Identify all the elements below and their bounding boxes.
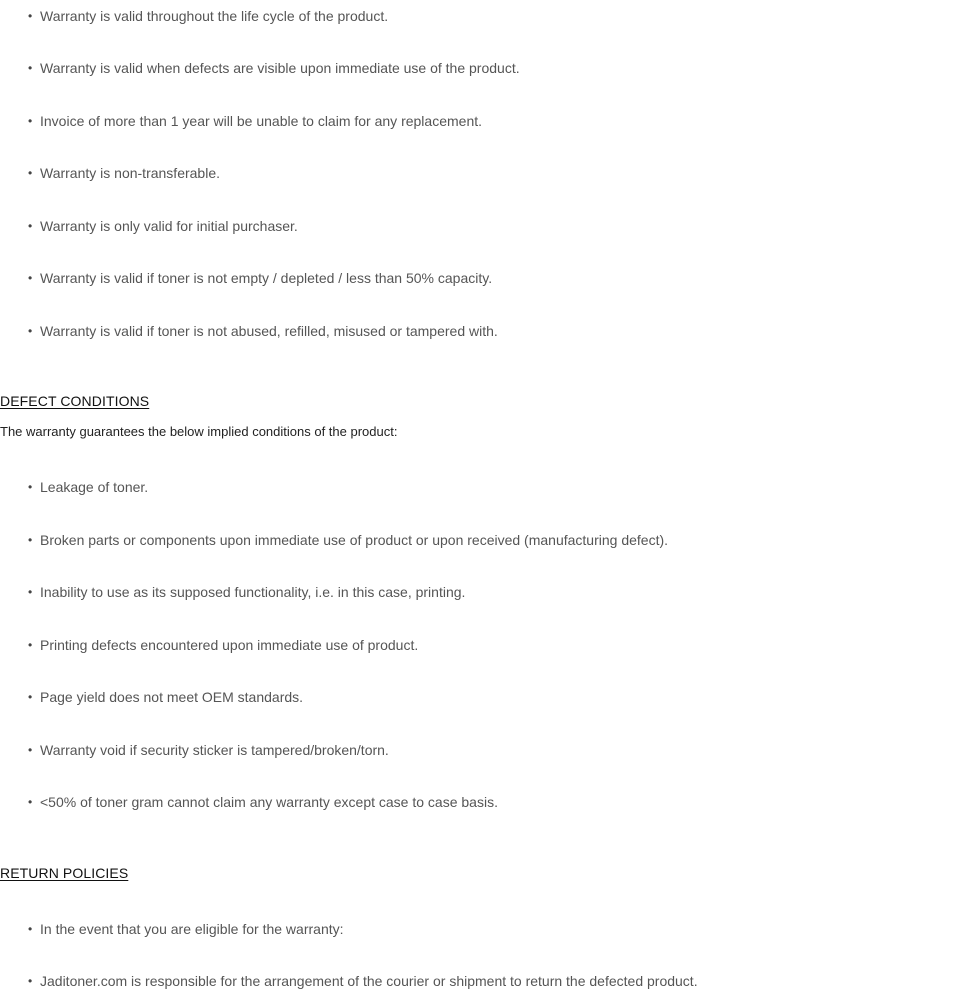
bullet-icon: • <box>28 324 33 338</box>
list-item-text: Printing defects encountered upon immediate use of product. <box>40 637 419 653</box>
list-item-text: Jaditoner.com is responsible for the arrangement of the courier or shipment to return the defected product. <box>40 973 698 989</box>
list-item <box>0 532 668 548</box>
list-item <box>0 218 298 234</box>
list-item <box>0 8 388 24</box>
list-item-text: Broken parts or components upon immediate use of product or upon received (manufacturing defect). <box>40 532 669 548</box>
bullet-icon: • <box>28 271 33 285</box>
list-item <box>0 323 498 339</box>
list-item-text: Warranty void if security sticker is tampered/broken/torn. <box>40 742 389 758</box>
list-item <box>0 165 220 181</box>
bullet-icon: • <box>28 585 33 599</box>
bullet-icon: • <box>28 743 33 757</box>
bullet-icon: • <box>28 61 33 75</box>
bullet-icon: • <box>28 795 33 809</box>
bullet-icon: • <box>28 638 33 652</box>
list-item-text: <50% of toner gram cannot claim any warranty except case to case basis. <box>40 794 498 810</box>
list-item-text: Page yield does not meet OEM standards. <box>40 689 304 705</box>
list-item-text: In the event that you are eligible for the warranty: <box>40 921 344 937</box>
list-item-text: Warranty is valid if toner is not empty / depleted / less than 50% capacity. <box>40 270 493 286</box>
bullet-icon: • <box>28 480 33 494</box>
bullet-icon: • <box>28 922 33 936</box>
list-item-text: Warranty is valid throughout the life cycle of the product. <box>40 8 389 24</box>
list-item <box>0 479 148 495</box>
bullet-icon: • <box>28 166 33 180</box>
defect-conditions-heading: DEFECT CONDITIONS <box>0 393 150 409</box>
list-item <box>0 584 465 600</box>
list-item-text: Invoice of more than 1 year will be unable to claim for any replacement. <box>40 113 483 129</box>
list-item-text: Warranty is valid if toner is not abused, refilled, misused or tampered with. <box>40 323 498 339</box>
list-item <box>0 921 344 937</box>
list-item-text: Warranty is valid when defects are visible upon immediate use of the product. <box>40 60 520 76</box>
list-item-text: Inability to use as its supposed functionality, i.e. in this case, printing. <box>40 584 466 600</box>
list-item <box>0 742 389 758</box>
list-item <box>0 689 303 705</box>
bullet-icon: • <box>28 974 33 988</box>
list-item <box>0 60 520 76</box>
list-item-text: Warranty is non-transferable. <box>40 165 220 181</box>
bullet-icon: • <box>28 219 33 233</box>
list-item-text: Leakage of toner. <box>40 479 149 495</box>
list-item <box>0 270 492 286</box>
list-item <box>0 973 698 989</box>
list-item <box>0 637 418 653</box>
bullet-icon: • <box>28 533 33 547</box>
list-item-text: Warranty is only valid for initial purchaser. <box>40 218 298 234</box>
return-policies-heading: RETURN POLICIES <box>0 865 129 881</box>
list-item <box>0 794 498 810</box>
bullet-icon: • <box>28 9 33 23</box>
bullet-icon: • <box>28 690 33 704</box>
defect-conditions-intro: The warranty guarantees the below implied conditions of the product: <box>0 424 398 439</box>
list-item <box>0 113 482 129</box>
bullet-icon: • <box>28 114 33 128</box>
